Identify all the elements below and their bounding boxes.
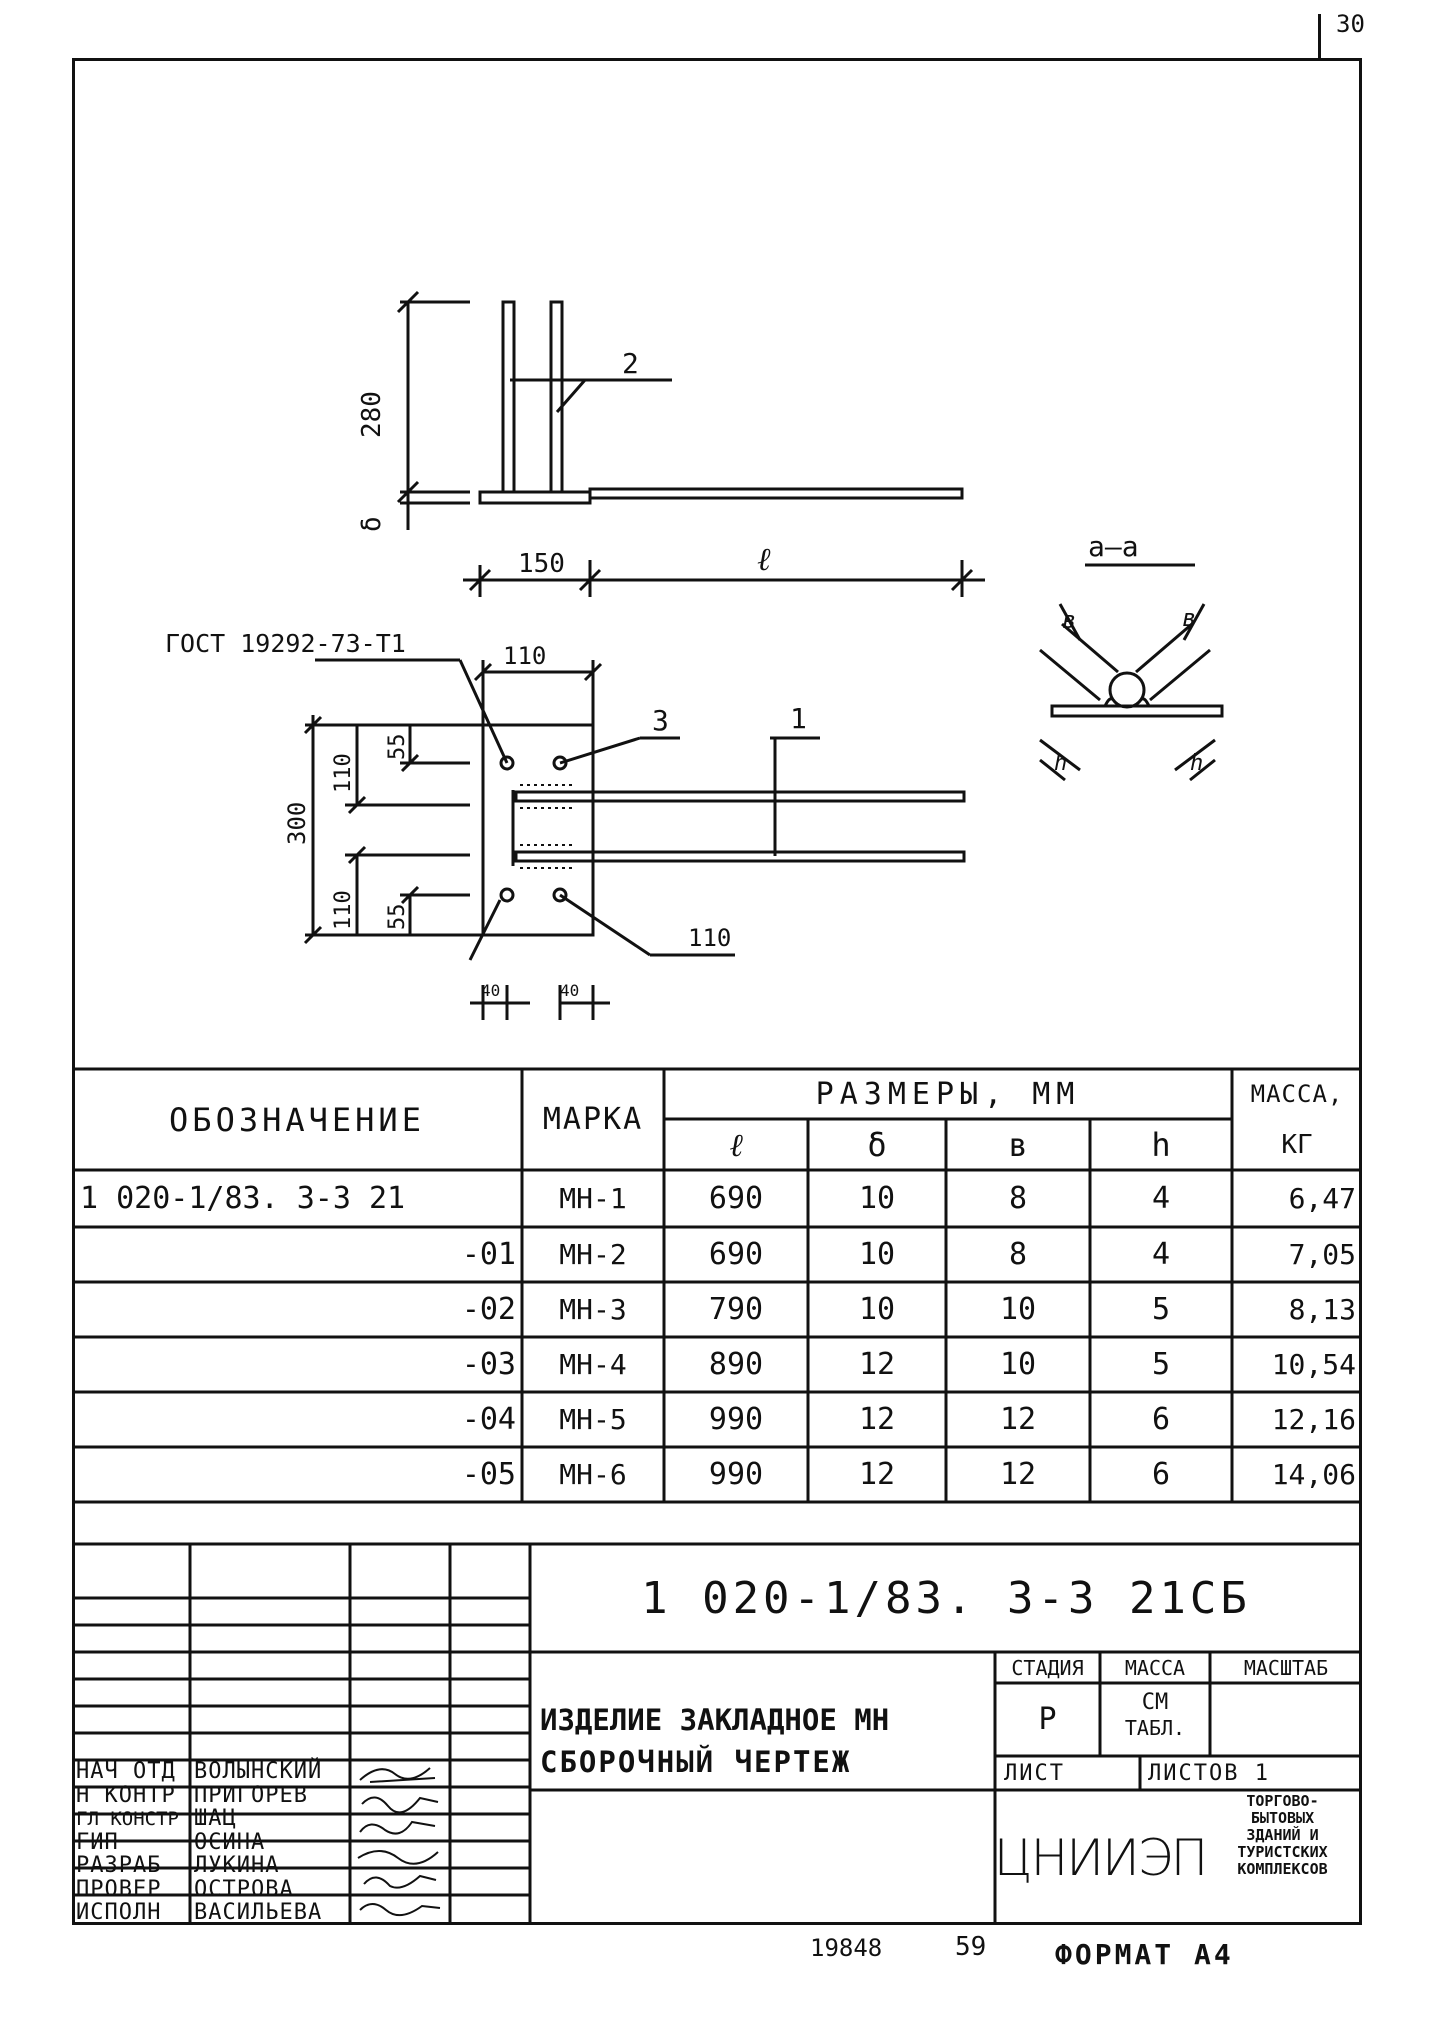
signatures [350,1760,450,1925]
staff-role-1: НАЧ ОТД [76,1759,176,1785]
dim-55-lower-label: 55 [385,903,410,930]
row-2-d: 10 [858,1237,896,1272]
row-6-designation: -05 [461,1457,516,1492]
row-2-h: 4 [1151,1237,1171,1272]
staff-role-7: ИСПОЛН [76,1900,162,1926]
row-4-v: 10 [999,1347,1037,1382]
row-4-d: 12 [858,1347,896,1382]
subheader-l: ℓ [729,1125,743,1164]
row-6-mark: МН-6 [559,1458,627,1491]
row-2-designation: -01 [461,1237,516,1272]
row-4-mass: 10,54 [1271,1348,1356,1381]
staff-role-6: ПРОВЕР [76,1876,162,1902]
title-line-2: СБОРОЧНЫЙ ЧЕРТЕЖ [540,1745,852,1779]
row-6-mass: 14,06 [1271,1458,1356,1491]
staff-role-3: ГЛ КОНСТР [76,1807,179,1830]
header-designation: ОБОЗНАЧЕНИЕ [169,1100,425,1139]
header-mark: МАРКА [542,1102,644,1137]
signature-2 [362,1797,438,1812]
staff-name-4: ОСИНА [194,1829,266,1855]
document-code: 1 020-1/83. 3-3 21СБ [641,1572,1251,1624]
staff-name-5: ЛУКИНА [194,1853,280,1879]
org-text [1205,1793,1360,1923]
org-logo: ЦНИИЭП [993,1828,1207,1887]
dim-40-a-label: 40 [481,981,501,1000]
staff-role-4: ГИП [76,1829,119,1855]
subheader-h: h [1151,1125,1171,1164]
row-2-mark: МН-2 [559,1238,627,1271]
row-6-h: 6 [1151,1457,1171,1492]
dim-delta-label: δ [357,516,387,532]
row-5-l: 990 [708,1402,764,1437]
callout-1: 1 [790,702,807,735]
section-v-left: в [1062,606,1077,634]
header-mass-unit: КГ [1281,1129,1313,1160]
stage-value: Р [1038,1702,1057,1737]
section-h-right: h [1190,751,1204,776]
section-label: а—а [1088,530,1139,563]
row-3-mark: МН-3 [559,1293,627,1326]
staff-name-7: ВАСИЛЬЕВА [194,1900,323,1926]
dim-110-lower-label: 110 [331,890,356,930]
dim-55-upper-label: 55 [385,733,410,760]
row-1-d: 10 [858,1181,896,1216]
inventory-number: 19848 [810,1934,883,1962]
row-3-h: 5 [1151,1292,1171,1327]
staff-name-2: ПРИГОРЕВ [194,1782,308,1808]
staff-role-2: Н КОНТР [76,1782,176,1808]
dim-150-label: 150 [518,549,565,579]
sheet-label: ЛИСТ [1004,1760,1065,1786]
row-4-l: 890 [708,1347,764,1382]
dim-280-label: 280 [357,391,387,438]
stage-label: СТАДИЯ [1011,1655,1084,1680]
org-text-line-1: ТОРГОВО- [1246,1792,1319,1810]
header-sizes: РАЗМЕРЫ, ММ [815,1076,1081,1112]
org-text-line-5: КОМПЛЕКСОВ [1237,1860,1328,1878]
row-3-l: 790 [708,1292,764,1327]
page-corner-number: 30 [1336,10,1365,38]
callout-2: 2 [622,347,639,380]
row-2-l: 690 [708,1237,764,1272]
signature-5 [364,1876,436,1888]
row-5-h: 6 [1151,1402,1171,1437]
callout-3: 3 [652,704,669,737]
row-3-v: 10 [999,1292,1037,1327]
row-4-mark: МН-4 [559,1348,627,1381]
staff-name-6: ОСТРОВА [194,1876,294,1902]
header-mass: МАССА, [1250,1080,1344,1108]
mass-label: МАССА [1124,1655,1186,1680]
row-5-v: 12 [999,1402,1037,1437]
staff-role-5: РАЗРАБ [76,1853,162,1879]
row-5-d: 12 [858,1402,896,1437]
row-5-mark: МН-5 [559,1403,627,1436]
dim-40-b-label: 40 [560,981,580,1000]
subheader-delta: δ [867,1125,887,1164]
row-1-v: 8 [1008,1181,1028,1216]
row-5-designation: -04 [461,1402,516,1437]
dim-110-upper-label: 110 [331,753,356,793]
dim-110-note-label: 110 [688,924,732,952]
signature-1 [360,1768,435,1782]
row-1-designation: 1 020-1/83. 3-3 21 [80,1181,406,1216]
org-text-line-2: БЫТОВЫХ [1250,1809,1315,1827]
staff-name-3: ШАЦ [194,1806,237,1832]
title-line-1: ИЗДЕЛИЕ ЗАКЛАДНОЕ МН [540,1703,890,1737]
row-2-mass: 7,05 [1288,1238,1356,1271]
format-label: ФОРМАТ А4 [1055,1938,1234,1971]
row-4-h: 5 [1151,1347,1171,1382]
row-1-mark: МН-1 [559,1182,627,1215]
row-6-d: 12 [858,1457,896,1492]
row-6-l: 990 [708,1457,764,1492]
row-2-v: 8 [1008,1237,1028,1272]
org-text-line-4: ТУРИСТСКИХ [1237,1843,1328,1861]
row-1-h: 4 [1151,1181,1171,1216]
row-6-v: 12 [999,1457,1037,1492]
mass-value-2: ТАБЛ. [1124,1716,1186,1740]
signature-6 [360,1904,440,1915]
section-h-left: h [1054,751,1068,776]
section-v-right: в [1182,604,1197,632]
row-4-designation: -03 [461,1347,516,1382]
row-5-mass: 12,16 [1271,1403,1356,1436]
sheets-label: ЛИСТОВ 1 [1148,1760,1270,1786]
staff-name-1: ВОЛЫНСКИЙ [194,1759,323,1785]
signature-4 [358,1851,438,1864]
row-1-mass: 6,47 [1288,1182,1356,1215]
row-3-d: 10 [858,1292,896,1327]
row-3-designation: -02 [461,1292,516,1327]
dim-300-label: 300 [283,801,311,845]
row-1-l: 690 [708,1181,764,1216]
mass-value-1: СМ [1141,1689,1169,1715]
org-text-line-3: ЗДАНИЙ И [1246,1826,1319,1844]
signature-3 [360,1822,435,1834]
scale-label: МАСШТАБ [1243,1655,1329,1680]
dim-l-label: ℓ [757,540,771,578]
subheader-v: в [1008,1125,1028,1164]
dim-110-top-label: 110 [503,642,547,670]
row-3-mass: 8,13 [1288,1293,1356,1326]
page-number: 59 [955,1932,987,1962]
gost-note: ГОСТ 19292-73-Т1 [165,629,406,658]
